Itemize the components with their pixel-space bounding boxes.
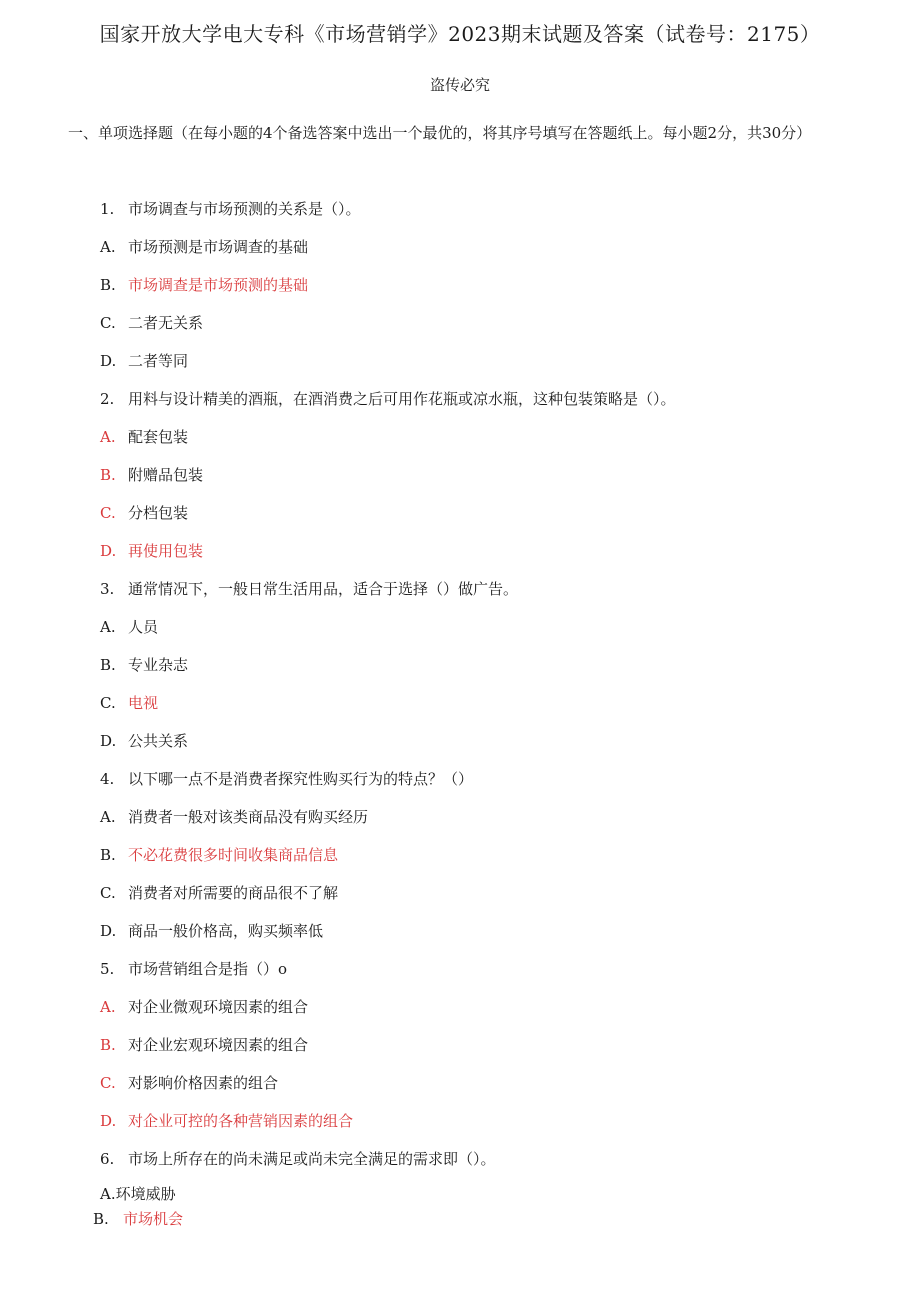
question-line <box>100 570 880 608</box>
option-line <box>100 988 880 1026</box>
option-line <box>100 646 880 684</box>
line-label: C. <box>100 1074 116 1092</box>
line-label: D. <box>100 922 117 940</box>
answer-option-line <box>100 266 880 304</box>
line-label: 3. <box>100 580 115 598</box>
line-text: 对影响价格因素的组合 <box>128 1074 279 1092</box>
line-label: B. <box>100 846 116 864</box>
answer-option-line <box>100 1102 880 1140</box>
line-label: A. <box>100 808 116 826</box>
answer-option-line <box>93 1207 183 1231</box>
line-label: A. <box>100 998 116 1016</box>
line-text: 市场调查与市场预测的关系是（）。 <box>128 200 361 218</box>
line-text: 商品一般价格高，购买频率低 <box>128 922 324 940</box>
answer-option-line <box>100 532 880 570</box>
line-label: C. <box>100 504 116 522</box>
question-line <box>100 760 880 798</box>
line-label: B. <box>93 1210 109 1228</box>
line-label: 2. <box>100 390 115 408</box>
line-text: 市场机会 <box>123 1210 184 1228</box>
line-label: A. <box>100 618 116 636</box>
line-label: A. <box>100 238 116 256</box>
line-text: 消费者对所需要的商品很不了解 <box>128 884 339 902</box>
question-line <box>100 950 880 988</box>
answer-option-line <box>100 684 880 722</box>
question-list <box>100 190 880 1178</box>
line-text: 不必花费很多时间收集商品信息 <box>128 846 339 864</box>
line-text: 再使用包装 <box>128 542 204 560</box>
line-label: C. <box>100 884 116 902</box>
option-line <box>100 494 880 532</box>
line-label: D. <box>100 1112 117 1130</box>
line-label: 1. <box>100 200 115 218</box>
line-label: D. <box>100 542 117 560</box>
option-line <box>100 874 880 912</box>
line-text: 市场调查是市场预测的基础 <box>128 276 309 294</box>
line-text: 电视 <box>128 694 159 712</box>
line-text: 通常情况下，一般日常生活用品，适合于选择（）做广告。 <box>128 580 519 598</box>
line-label: D. <box>100 732 117 750</box>
line-text: 对企业微观环境因素的组合 <box>128 998 309 1016</box>
line-text: 二者无关系 <box>128 314 204 332</box>
option-line <box>100 342 880 380</box>
option-line <box>100 418 880 456</box>
line-label: B. <box>100 466 116 484</box>
line-text: 二者等同 <box>128 352 189 370</box>
line-label: A. <box>100 428 116 446</box>
option-line <box>100 1064 880 1102</box>
option-line <box>100 456 880 494</box>
question-line <box>100 1140 880 1178</box>
line-label: B. <box>100 1036 116 1054</box>
option-line <box>100 608 880 646</box>
line-label: B. <box>100 656 116 674</box>
option-line <box>100 722 880 760</box>
option-line <box>100 1026 880 1064</box>
line-label: C. <box>100 314 116 332</box>
line-label: B. <box>100 276 116 294</box>
line-text: 人员 <box>128 618 159 636</box>
line-text: 市场预测是市场调查的基础 <box>128 238 309 256</box>
line-text: 分档包装 <box>128 504 189 522</box>
line-label: C. <box>100 694 116 712</box>
line-text: 对企业宏观环境因素的组合 <box>128 1036 309 1054</box>
line-label: 5. <box>100 960 115 978</box>
document-subtitle: 盗传必究 <box>429 76 490 94</box>
line-text: 市场营销组合是指（）o <box>128 960 288 978</box>
option-line <box>100 304 880 342</box>
line-text: 市场上所存在的尚未满足或尚未完全满足的需求即（）。 <box>128 1150 496 1168</box>
question-line <box>100 190 880 228</box>
option-line <box>100 912 880 950</box>
question-line <box>100 380 880 418</box>
line-text: 公共关系 <box>128 732 189 750</box>
line-text: 对企业可控的各种营销因素的组合 <box>128 1112 354 1130</box>
line-text: 消费者一般对该类商品没有购买经历 <box>128 808 369 826</box>
line-text: 附赠品包装 <box>128 466 204 484</box>
line-text: 配套包装 <box>128 428 189 446</box>
line-label: D. <box>100 352 117 370</box>
line-label: 6. <box>100 1150 115 1168</box>
line-text: 用料与设计精美的酒瓶，在酒消费之后可用作花瓶或凉水瓶，这种包装策略是（）。 <box>128 390 676 408</box>
answer-option-line <box>100 836 880 874</box>
section-heading: 一、单项选择题（在每小题的4个备选答案中选出一个最优的，将其序号填写在答题纸上。每小题2分，共30分） <box>68 124 812 142</box>
line-text: 专业杂志 <box>128 656 189 674</box>
line-label: 4. <box>100 770 115 788</box>
option-line <box>100 798 880 836</box>
document-title: 国家开放大学电大专科《市场营销学》2023期末试题及答案（试卷号：2175） <box>99 22 821 46</box>
option-line <box>100 228 880 266</box>
line-text: 以下哪一点不是消费者探究性购买行为的特点？（） <box>128 770 474 788</box>
option-line: A.环境威胁 <box>100 1185 176 1203</box>
